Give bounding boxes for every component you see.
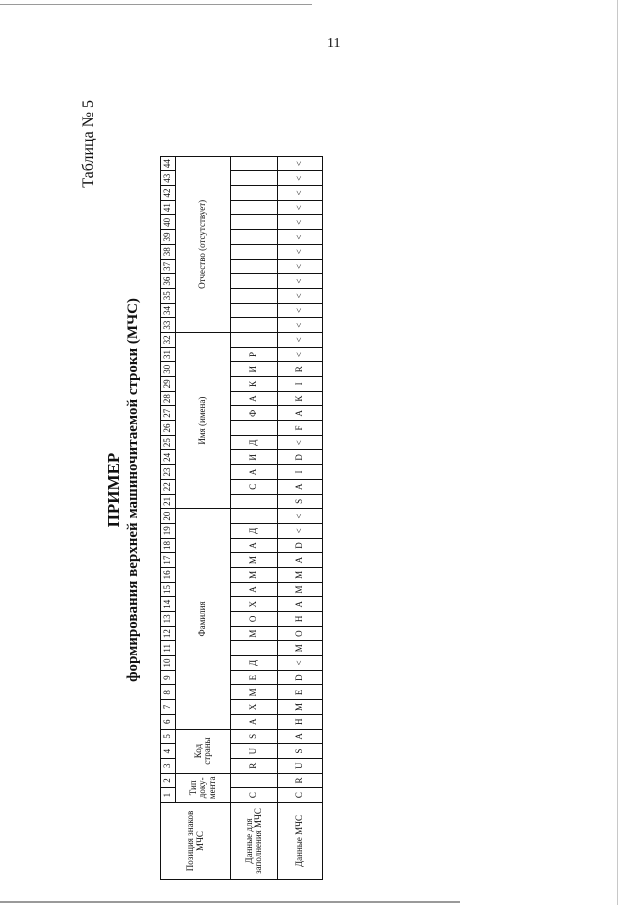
position-cell: 24 (161, 450, 176, 465)
mrz-char-cell: С (278, 788, 323, 803)
mrz-char-cell: А (278, 729, 323, 744)
mrz-char-cell: М (278, 641, 323, 656)
fill-char-cell (231, 200, 278, 215)
country-code-label: Код страны (176, 729, 231, 773)
position-header: Позиция знаков МЧС (161, 803, 231, 880)
mrz-char-cell: < (278, 215, 323, 230)
table-label: Таблица № 5 (80, 100, 97, 188)
fill-char-cell (231, 274, 278, 289)
fill-char-cell: М (231, 553, 278, 568)
fill-char-cell: М (231, 685, 278, 700)
position-cell: 7 (161, 700, 176, 715)
position-cell: 38 (161, 244, 176, 259)
mrz-char-cell: < (278, 435, 323, 450)
mrz-char-cell: < (278, 288, 323, 303)
position-cell: 39 (161, 230, 176, 245)
position-cell: 16 (161, 568, 176, 583)
fill-char-cell: А (231, 465, 278, 480)
mrz-char-cell: < (278, 186, 323, 201)
mrz-char-cell: D (278, 538, 323, 553)
mrz-char-cell: К (278, 391, 323, 406)
field-labels-row (176, 156, 231, 879)
fill-char-cell: R (231, 758, 278, 773)
mrz-char-cell: М (278, 582, 323, 597)
position-cell: 5 (161, 729, 176, 744)
position-cell: 15 (161, 582, 176, 597)
scan-top-line (0, 4, 312, 5)
fill-char-cell: Д (231, 656, 278, 671)
fill-char-cell: М (231, 568, 278, 583)
mrz-char-cell: < (278, 656, 323, 671)
position-cell: 20 (161, 509, 176, 524)
fill-char-cell (231, 318, 278, 333)
mrz-char-cell: О (278, 626, 323, 641)
mrz-char-cell: D (278, 450, 323, 465)
mrz-char-cell: А (278, 597, 323, 612)
position-cell: 43 (161, 171, 176, 186)
position-cell: 3 (161, 758, 176, 773)
mrz-char-cell: < (278, 303, 323, 318)
position-cell: 35 (161, 288, 176, 303)
fill-char-cell: А (231, 582, 278, 597)
position-cell: 9 (161, 670, 176, 685)
fill-char-cell (231, 288, 278, 303)
patronymic-label: Отчество (отсутствует) (176, 156, 231, 332)
fill-char-cell: К (231, 377, 278, 392)
mrz-char-cell: < (278, 274, 323, 289)
mrz-char-cell: А (278, 406, 323, 421)
fill-char-cell: М (231, 626, 278, 641)
surname-label: Фамилия (176, 509, 231, 729)
position-cell: 22 (161, 479, 176, 494)
fill-char-cell (231, 186, 278, 201)
mrz-char-cell: Н (278, 612, 323, 627)
heading-title: ПРИМЕР (104, 452, 123, 528)
mrz-char-cell: < (278, 333, 323, 348)
mrz-char-cell: < (278, 259, 323, 274)
mrz-char-cell: < (278, 347, 323, 362)
position-cell: 32 (161, 333, 176, 348)
mrz-char-cell: А (278, 553, 323, 568)
position-row (161, 156, 176, 879)
position-cell: 37 (161, 259, 176, 274)
fill-char-cell: И (231, 362, 278, 377)
fill-char-cell: Р (231, 347, 278, 362)
heading-subtitle: формирования верхней машиночитаемой строки (МЧС) (125, 298, 141, 682)
fill-char-cell: U (231, 744, 278, 759)
position-cell: 12 (161, 626, 176, 641)
fill-char-cell: А (231, 391, 278, 406)
page-number: 11 (327, 36, 341, 51)
mrz-char-cell: < (278, 318, 323, 333)
position-cell: 19 (161, 523, 176, 538)
fill-char-cell: А (231, 538, 278, 553)
fill-char-cell: С (231, 788, 278, 803)
mrz-char-cell: < (278, 509, 323, 524)
fill-char-cell (231, 773, 278, 788)
fill-char-cell: С (231, 479, 278, 494)
fill-char-cell: И (231, 450, 278, 465)
position-cell: 42 (161, 186, 176, 201)
position-cell: 11 (161, 641, 176, 656)
position-cell: 17 (161, 553, 176, 568)
fill-char-cell: Д (231, 523, 278, 538)
position-cell: 41 (161, 200, 176, 215)
fill-char-cell: Х (231, 597, 278, 612)
mrz-char-cell: I (278, 377, 323, 392)
position-cell: 31 (161, 347, 176, 362)
position-cell: 13 (161, 612, 176, 627)
fill-char-cell (231, 156, 278, 171)
mrz-char-cell: S (278, 744, 323, 759)
mrz-char-cell: Е (278, 685, 323, 700)
fill-data-header: Данные для заполнения МЧС (231, 803, 278, 880)
mrz-char-cell: R (278, 362, 323, 377)
position-cell: 30 (161, 362, 176, 377)
position-cell: 40 (161, 215, 176, 230)
fill-char-cell: О (231, 612, 278, 627)
position-cell: 21 (161, 494, 176, 509)
position-cell: 18 (161, 538, 176, 553)
fill-char-cell (231, 494, 278, 509)
position-cell: 6 (161, 714, 176, 729)
fill-data-row (231, 156, 278, 879)
position-cell: 34 (161, 303, 176, 318)
fill-char-cell (231, 333, 278, 348)
fill-char-cell (231, 244, 278, 259)
position-cell: 23 (161, 465, 176, 480)
mrz-char-cell: I (278, 465, 323, 480)
fill-char-cell (231, 215, 278, 230)
fill-char-cell (231, 259, 278, 274)
position-cell: 8 (161, 685, 176, 700)
mrz-char-cell: R (278, 773, 323, 788)
mrz-char-cell: < (278, 156, 323, 171)
position-cell: 4 (161, 744, 176, 759)
mrz-char-cell: D (278, 670, 323, 685)
position-cell: 28 (161, 391, 176, 406)
position-cell: 10 (161, 656, 176, 671)
fill-char-cell (231, 509, 278, 524)
mrz-data-row (278, 156, 323, 879)
mrz-char-cell: S (278, 494, 323, 509)
mrz-char-cell: U (278, 758, 323, 773)
position-cell: 36 (161, 274, 176, 289)
mrz-char-cell: < (278, 230, 323, 245)
mrz-char-cell: М (278, 700, 323, 715)
fill-char-cell: Ф (231, 406, 278, 421)
fill-char-cell (231, 421, 278, 436)
fill-char-cell (231, 171, 278, 186)
mrz-char-cell: < (278, 171, 323, 186)
fill-char-cell: Д (231, 435, 278, 450)
position-cell: 29 (161, 377, 176, 392)
scan-right-line (617, 0, 618, 905)
mrz-char-cell: F (278, 421, 323, 436)
fill-char-cell (231, 230, 278, 245)
position-cell: 2 (161, 773, 176, 788)
position-cell: 44 (161, 156, 176, 171)
doc-type-label: Тип доку-мента (176, 773, 231, 802)
mrz-table (160, 156, 323, 880)
fill-char-cell (231, 641, 278, 656)
position-cell: 27 (161, 406, 176, 421)
position-cell: 1 (161, 788, 176, 803)
mrz-char-cell: < (278, 523, 323, 538)
mrz-char-cell: А (278, 479, 323, 494)
position-cell: 33 (161, 318, 176, 333)
fill-char-cell: Е (231, 670, 278, 685)
mrz-char-cell: < (278, 200, 323, 215)
mrz-data-header: Данные МЧС (278, 803, 323, 880)
given-names-label: Имя (имена) (176, 333, 231, 509)
scan-bottom-line (0, 901, 460, 903)
fill-char-cell: Х (231, 700, 278, 715)
mrz-char-cell: < (278, 244, 323, 259)
position-cell: 25 (161, 435, 176, 450)
mrz-char-cell: М (278, 568, 323, 583)
position-cell: 26 (161, 421, 176, 436)
mrz-char-cell: Н (278, 714, 323, 729)
position-cell: 14 (161, 597, 176, 612)
fill-char-cell: А (231, 714, 278, 729)
rotated-content (80, 100, 316, 880)
fill-char-cell: S (231, 729, 278, 744)
fill-char-cell (231, 303, 278, 318)
